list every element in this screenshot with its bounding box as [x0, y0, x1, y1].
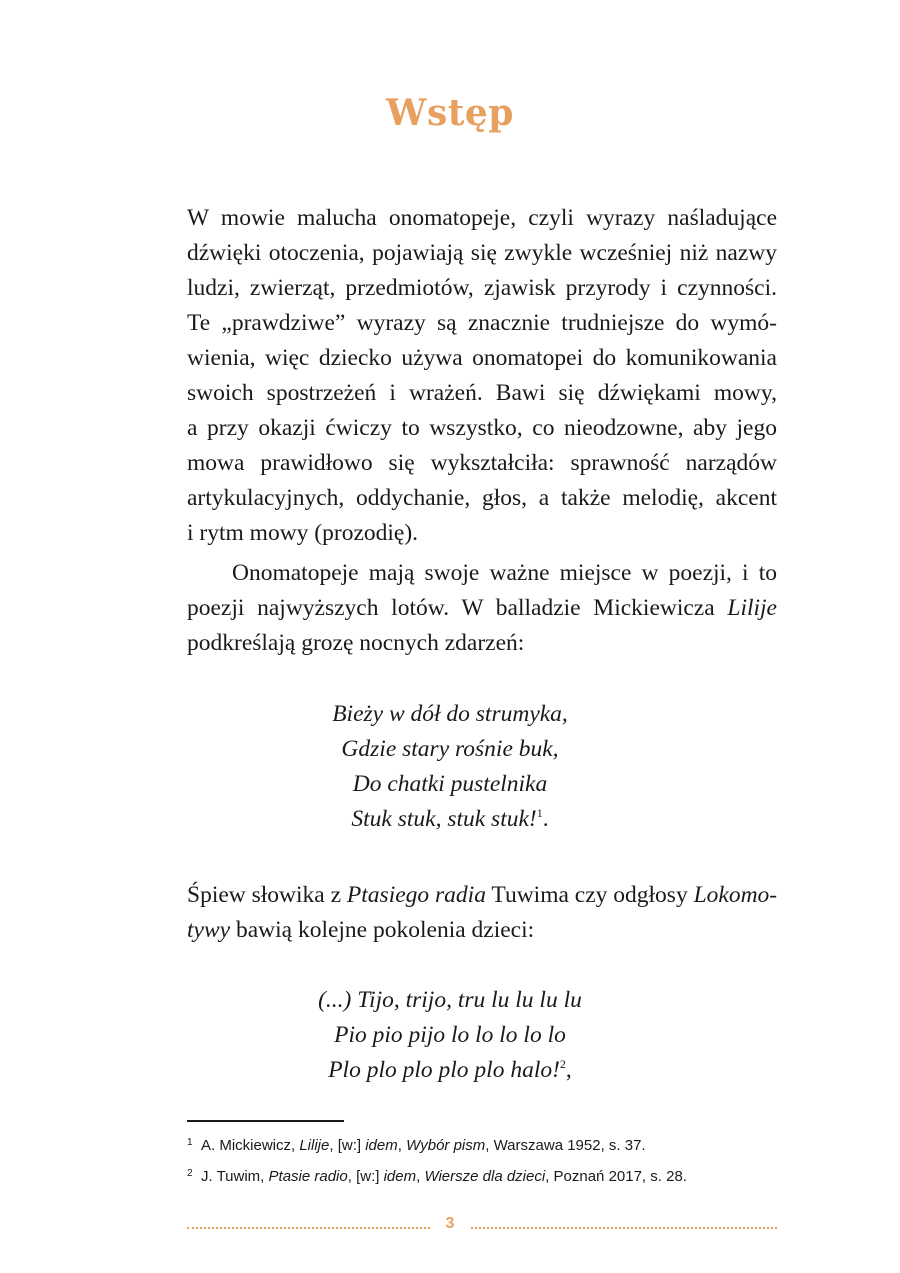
paragraph-intro — [187, 201, 777, 551]
footnote-number: 1 — [187, 1137, 193, 1148]
paragraph-line — [187, 913, 777, 948]
footnote-text: , — [397, 1137, 407, 1154]
italic-title: Lilije — [727, 595, 777, 621]
paragraph-line: i rytm mowy (prozodię). — [187, 520, 419, 546]
italic-title: tywy — [187, 917, 231, 943]
footer-dotted-rule-right — [471, 1227, 777, 1229]
footnote-ref: 2 — [559, 1057, 566, 1071]
footnote-divider — [187, 1120, 344, 1122]
footnote-italic: idem — [383, 1168, 417, 1185]
verse-quote-tuwim — [0, 983, 900, 1088]
footnote-italic: Wiersze dla dzieci — [424, 1168, 546, 1185]
paragraph-line: Onomatopeje mają swoje ważne miejsce w poezji, i to — [232, 560, 777, 586]
punctuation: , — [565, 1057, 572, 1083]
verse-line: Gdzie stary rośnie buk, — [341, 736, 559, 762]
footnote-item — [187, 1160, 787, 1191]
verse-text: Stuk stuk, stuk stuk! — [351, 806, 537, 832]
page-number: 3 — [445, 1215, 455, 1232]
verse-line: (...) Tijo, trijo, tru lu lu lu lu — [318, 987, 582, 1013]
verse-quote-mickiewicz — [0, 697, 900, 837]
punctuation: . — [542, 806, 549, 832]
verse-line — [0, 802, 900, 837]
footer-dotted-rule-left — [187, 1227, 430, 1229]
footnote-text: J. Tuwim, — [201, 1168, 269, 1185]
paragraph-tuwim — [187, 878, 777, 948]
paragraph-line: Te „prawdziwe” wyrazy są znacznie trudniejsze do wymó- — [187, 310, 777, 336]
footnote-text: , [w:] — [347, 1168, 384, 1185]
italic-title: Ptasiego radia — [346, 882, 486, 908]
text-run: poezji najwyższych lotów. W balladzie Mickiewicza — [187, 595, 728, 621]
footnote-item — [187, 1129, 787, 1160]
verse-text: Plo plo plo plo plo halo! — [328, 1057, 560, 1083]
footnotes — [187, 1129, 787, 1191]
paragraph-line: a przy okazji ćwiczy to wszystko, co nieodzowne, aby jego — [187, 415, 777, 441]
paragraph-line: artykulacyjnych, oddychanie, głos, a także melodię, akcent — [187, 485, 777, 511]
footnote-italic: Lilije — [299, 1137, 330, 1154]
paragraph-line — [187, 591, 777, 626]
footnote-italic: Wybór pism — [406, 1137, 486, 1154]
footnote-text: , [w:] — [329, 1137, 366, 1154]
paragraph-mickiewicz — [187, 556, 777, 661]
paragraph-line: wienia, więc dziecko używa onomatopei do komunikowania — [187, 345, 777, 371]
paragraph-line: podkreślają grozę nocnych zdarzeń: — [187, 630, 525, 656]
text-run: Śpiew słowika z — [187, 882, 347, 908]
paragraph-line — [187, 878, 777, 913]
verse-line: Do chatki pustelnika — [352, 771, 548, 797]
paragraph-line: W mowie malucha onomatopeje, czyli wyrazy naśladujące — [187, 205, 777, 231]
verse-line: Pio pio pijo lo lo lo lo lo — [334, 1022, 566, 1048]
italic-title: Lokomo- — [693, 882, 778, 908]
footnote-italic: idem — [365, 1137, 398, 1154]
paragraph-line: mowa prawidłowo się wykształciła: sprawność narządów — [187, 450, 777, 476]
footnote-text: , — [416, 1168, 425, 1185]
footnote-number: 2 — [187, 1168, 193, 1179]
footnote-text: A. Mickiewicz, — [201, 1137, 300, 1154]
verse-line — [0, 1053, 900, 1088]
paragraph-line: swoich spostrzeżeń i wrażeń. Bawi się dźwiękami mowy, — [187, 380, 777, 406]
text-run: bawią kolejne pokolenia dzieci: — [230, 917, 535, 943]
verse-line: Bieży w dół do strumyka, — [332, 701, 568, 727]
text-run: Tuwima czy odgłosy — [485, 882, 694, 908]
footnote-italic: Ptasie radio — [268, 1168, 348, 1185]
footnote-ref: 1 — [536, 806, 543, 820]
footnote-text: , Poznań 2017, s. 28. — [545, 1168, 687, 1185]
chapter-title: Wstęp — [386, 92, 514, 134]
paragraph-line: dźwięki otoczenia, pojawiają się zwykle wcześniej niż nazwy — [187, 240, 777, 266]
footnote-text: , Warszawa 1952, s. 37. — [485, 1137, 646, 1154]
paragraph-line: ludzi, zwierząt, przedmiotów, zjawisk przyrody i czynności. — [187, 275, 777, 301]
